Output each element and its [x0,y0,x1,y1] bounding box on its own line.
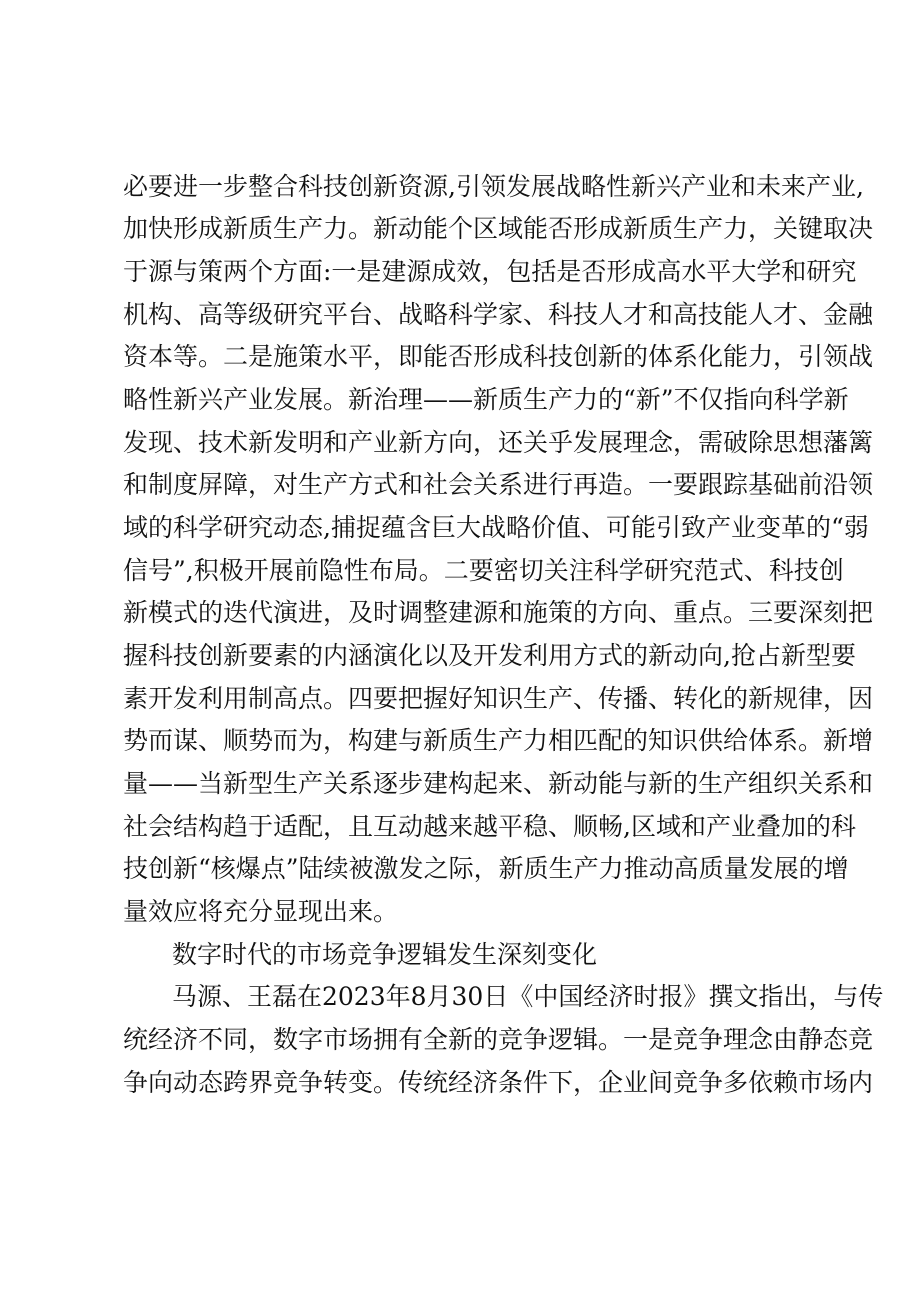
body-text-line: 新模式的迭代演进，及时调整建源和施策的方向、重点。三要深刻把 [123,598,874,627]
body-text-line: 资本等。二是施策水平，即能否形成科技创新的体系化能力，引领战 [123,342,874,371]
body-text-line: 和制度屏障，对生产方式和社会关系进行再造。一要跟踪基础前沿领 [123,470,874,499]
body-text-line: 必要进一步整合科技创新资源,引领发展战略性新兴产业和未来产业, [123,172,864,201]
body-text-line: 机构、高等级研究平台、战略科学家、科技人才和高技能人才、金融 [123,300,874,329]
body-text-line: 量效应将充分显现出来。 [123,897,399,926]
body-text-line: 于源与策两个方面:一是建源成效，包括是否形成高水平大学和研究 [123,257,857,286]
body-text-line: 握科技创新要素的内涵演化以及开发利用方式的新动向,抢占新型要 [123,641,856,670]
body-text-line: 加快形成新质生产力。新动能个区域能否形成新质生产力，关键取决 [123,214,874,243]
body-text-line: 素开发利用制高点。四要把握好知识生产、传播、转化的新规律，因 [123,684,874,713]
body-text-line: 统经济不同，数字市场拥有全新的竞争逻辑。一是竞争理念由静态竞 [123,1025,874,1054]
body-text-line: 社会结构趋于适配，且互动越来越平稳、顺畅,区域和产业叠加的科 [123,812,856,841]
body-text-line: 势而谋、顺势而为，构建与新质生产力相匹配的知识供给体系。新增 [123,726,874,755]
body-text-line: 马源、王磊在2023年8月30日《中国经济时报》撰文指出，与传 [172,982,884,1011]
body-text-line: 发现、技术新发明和产业新方向，还关乎发展理念，需破除思想藩篱 [123,428,874,457]
body-text-line: 技创新“核爆点”陆续被激发之际，新质生产力推动高质量发展的增 [123,854,849,883]
section-heading: 数字时代的市场竞争逻辑发生深刻变化 [172,940,598,969]
body-text-line: 信号”,积极开展前隐性布局。二要密切关注科学研究范式、科技创 [123,556,844,585]
body-text-line: 略性新兴产业发展。新治理——新质生产力的“新”不仅指向科学新 [123,385,849,414]
body-text-line: 争向动态跨界竞争转变。传统经济条件下，企业间竞争多依赖市场内 [123,1068,874,1097]
body-text-line: 量——当新型生产关系逐步建构起来、新动能与新的生产组织关系和 [123,769,874,798]
body-text-line: 域的科学研究动态,捕捉蕴含巨大战略价值、可能引致产业变革的“弱 [123,513,869,542]
